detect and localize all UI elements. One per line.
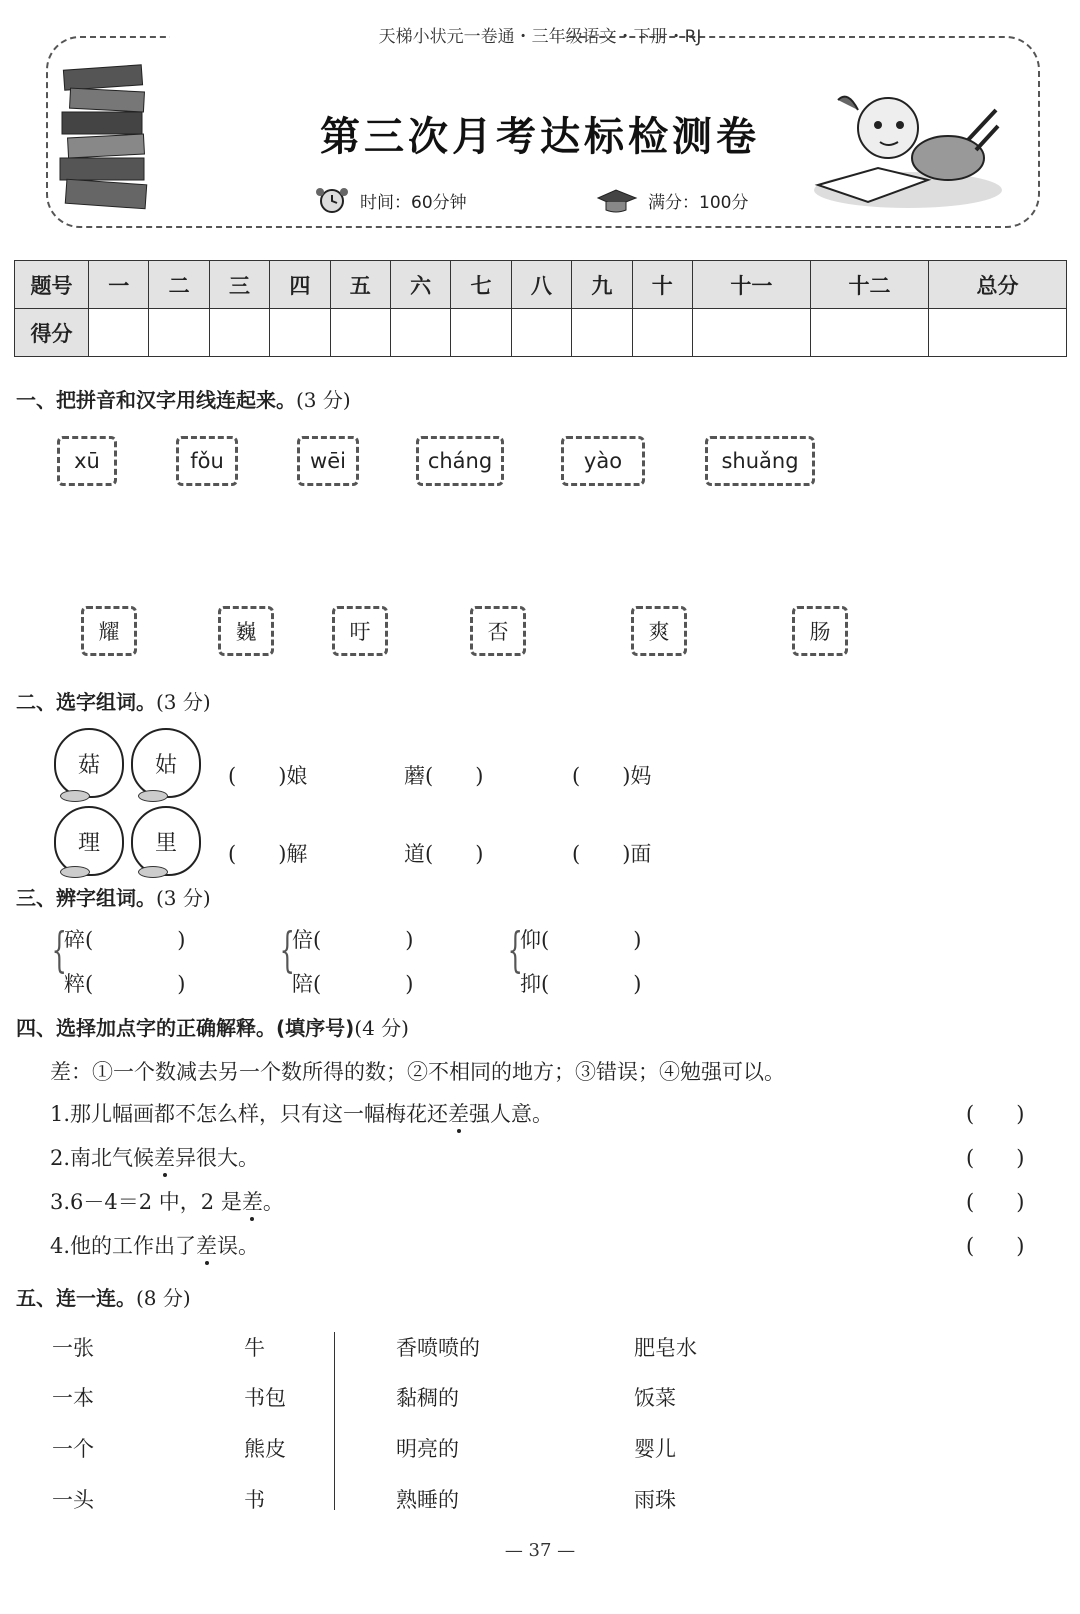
col-10: 十 bbox=[632, 261, 692, 309]
leaf-decoration bbox=[60, 866, 90, 878]
score-cell[interactable] bbox=[451, 309, 511, 357]
col-1: 一 bbox=[89, 261, 149, 309]
leaf-decoration bbox=[138, 790, 168, 802]
question-text: 强人意。 bbox=[469, 1102, 554, 1126]
section-1-heading bbox=[16, 384, 351, 413]
peach-char: 姑 bbox=[131, 728, 201, 798]
section-1-points: (3 分) bbox=[296, 388, 351, 412]
page-number: — 37 — bbox=[504, 1540, 576, 1561]
match-item[interactable]: 肥皂水 bbox=[634, 1336, 697, 1360]
peach-char: 菇 bbox=[54, 728, 124, 798]
question-1 bbox=[50, 1098, 553, 1128]
pinyin-box[interactable]: yào bbox=[561, 436, 645, 486]
time-limit: 时间：60分钟 bbox=[360, 192, 467, 213]
question-2 bbox=[50, 1142, 259, 1172]
char-pair-item[interactable]: 碎( ) bbox=[64, 928, 186, 952]
score-cell[interactable] bbox=[572, 309, 632, 357]
hanzi-box[interactable]: 否 bbox=[470, 606, 526, 656]
match-item[interactable]: 熊皮 bbox=[244, 1437, 286, 1461]
hanzi-box[interactable]: 爽 bbox=[631, 606, 687, 656]
score-table-score-row bbox=[15, 309, 1067, 357]
score-table bbox=[14, 260, 1067, 357]
question-text: 3.6－4＝2 中，2 是 bbox=[50, 1190, 242, 1214]
char-pair-item[interactable]: 倍( ) bbox=[292, 928, 414, 952]
section-5-heading bbox=[16, 1282, 191, 1311]
time-info bbox=[312, 186, 467, 214]
brace: { bbox=[51, 922, 67, 978]
answer-blank[interactable]: ( ) bbox=[966, 1102, 1025, 1126]
peach-char: 理 bbox=[54, 806, 124, 876]
col-6: 六 bbox=[390, 261, 450, 309]
question-text: 。 bbox=[262, 1190, 284, 1214]
question-3 bbox=[50, 1186, 284, 1216]
question-text: 4.他的工作出了 bbox=[50, 1234, 197, 1258]
score-cell[interactable] bbox=[692, 309, 810, 357]
section-2-title: 二、选字组词。 bbox=[16, 690, 156, 714]
question-text: 误。 bbox=[217, 1234, 260, 1258]
question-4 bbox=[50, 1230, 259, 1260]
match-item[interactable]: 香喷喷的 bbox=[396, 1336, 480, 1360]
pinyin-box[interactable]: wēi bbox=[297, 436, 359, 486]
col-7: 七 bbox=[451, 261, 511, 309]
section-3-points: (3 分) bbox=[156, 886, 211, 910]
alarm-clock-icon bbox=[312, 186, 352, 214]
leaf-decoration bbox=[138, 866, 168, 878]
row-label-header: 题号 bbox=[15, 261, 89, 309]
match-item[interactable]: 一头 bbox=[52, 1488, 94, 1512]
question-text: 2.南北气候 bbox=[50, 1146, 155, 1170]
char-pair-item[interactable]: 粹( ) bbox=[64, 972, 186, 996]
score-cell-total[interactable] bbox=[929, 309, 1067, 357]
char-pair-item[interactable]: 陪( ) bbox=[292, 972, 414, 996]
score-cell[interactable] bbox=[511, 309, 571, 357]
word-blank[interactable]: ( )解 bbox=[228, 842, 308, 866]
score-cell[interactable] bbox=[149, 309, 209, 357]
match-item[interactable]: 婴儿 bbox=[634, 1437, 676, 1461]
row-label-score: 得分 bbox=[15, 309, 89, 357]
col-5: 五 bbox=[330, 261, 390, 309]
section-5-points: (8 分) bbox=[136, 1286, 191, 1310]
hanzi-box[interactable]: 肠 bbox=[792, 606, 848, 656]
answer-blank[interactable]: ( ) bbox=[966, 1234, 1025, 1258]
col-2: 二 bbox=[149, 261, 209, 309]
score-cell[interactable] bbox=[330, 309, 390, 357]
pinyin-box[interactable]: fǒu bbox=[176, 436, 238, 486]
col-12: 十二 bbox=[810, 261, 928, 309]
section-4-title: 四、选择加点字的正确解释。(填序号) bbox=[16, 1016, 355, 1040]
dotted-char: 差 bbox=[196, 1234, 218, 1258]
match-item[interactable]: 一张 bbox=[52, 1336, 94, 1360]
col-8: 八 bbox=[511, 261, 571, 309]
char-pair-item[interactable]: 仰( ) bbox=[520, 928, 642, 952]
score-cell[interactable] bbox=[209, 309, 269, 357]
exam-title: 第三次月考达标检测卷 bbox=[320, 113, 760, 160]
dotted-char: 差 bbox=[241, 1190, 263, 1214]
match-item[interactable]: 明亮的 bbox=[396, 1437, 459, 1461]
section-2-points: (3 分) bbox=[156, 690, 211, 714]
word-blank[interactable]: ( )面 bbox=[572, 842, 652, 866]
score-cell[interactable] bbox=[390, 309, 450, 357]
col-11: 十一 bbox=[692, 261, 810, 309]
brace: { bbox=[507, 922, 523, 978]
hanzi-box[interactable]: 耀 bbox=[81, 606, 137, 656]
score-cell[interactable] bbox=[810, 309, 928, 357]
match-item[interactable]: 熟睡的 bbox=[396, 1488, 459, 1512]
dotted-char: 差 bbox=[448, 1102, 470, 1126]
section-4-heading bbox=[16, 1012, 409, 1041]
col-4: 四 bbox=[270, 261, 330, 309]
pinyin-box[interactable]: cháng bbox=[416, 436, 504, 486]
col-total: 总分 bbox=[929, 261, 1067, 309]
section-5-title: 五、连一连。 bbox=[16, 1286, 136, 1310]
match-item[interactable]: 书包 bbox=[244, 1386, 286, 1410]
match-item[interactable]: 黏稠的 bbox=[396, 1386, 459, 1410]
section-3-title: 三、辨字组词。 bbox=[16, 886, 156, 910]
word-blank[interactable]: 道( ) bbox=[404, 842, 484, 866]
match-item[interactable]: 一个 bbox=[52, 1437, 94, 1461]
score-cell[interactable] bbox=[270, 309, 330, 357]
pinyin-box[interactable]: shuǎng bbox=[705, 436, 815, 486]
hanzi-box[interactable]: 巍 bbox=[218, 606, 274, 656]
score-table-header-row bbox=[15, 261, 1067, 309]
peach-char: 里 bbox=[131, 806, 201, 876]
question-text: 异很大。 bbox=[175, 1146, 260, 1170]
word-blank[interactable]: 蘑( ) bbox=[404, 764, 484, 788]
full-score: 满分：100分 bbox=[648, 192, 749, 213]
char-pair-item[interactable]: 抑( ) bbox=[520, 972, 642, 996]
match-item[interactable]: 一本 bbox=[52, 1386, 94, 1410]
definition-line: 差：①一个数减去另一个数所得的数；②不相同的地方；③错误；④勉强可以。 bbox=[50, 1060, 785, 1084]
question-text: 1.那儿幅画都不怎么样，只有这一幅梅花还 bbox=[50, 1102, 449, 1126]
match-item[interactable]: 饭菜 bbox=[634, 1386, 676, 1410]
leaf-decoration bbox=[60, 790, 90, 802]
section-1-title: 一、把拼音和汉字用线连起来。 bbox=[16, 388, 296, 412]
col-3: 三 bbox=[209, 261, 269, 309]
pinyin-box[interactable]: xū bbox=[57, 436, 117, 486]
score-info bbox=[594, 186, 748, 214]
score-cell[interactable] bbox=[632, 309, 692, 357]
word-blank[interactable]: ( )娘 bbox=[228, 764, 308, 788]
section-3-heading bbox=[16, 882, 211, 911]
match-item[interactable]: 牛 bbox=[244, 1336, 265, 1360]
match-item[interactable]: 书 bbox=[244, 1488, 265, 1512]
dotted-char: 差 bbox=[154, 1146, 176, 1170]
section-2-heading bbox=[16, 686, 211, 715]
col-9: 九 bbox=[572, 261, 632, 309]
column-divider bbox=[334, 1332, 335, 1510]
word-blank[interactable]: ( )妈 bbox=[572, 764, 652, 788]
section-4-points: (4 分) bbox=[354, 1016, 409, 1040]
match-item[interactable]: 雨珠 bbox=[634, 1488, 676, 1512]
graduation-cap-icon bbox=[594, 186, 640, 214]
series-title: 天梯小状元一卷通・三年级语文・下册・RJ bbox=[378, 27, 702, 47]
brace: { bbox=[279, 922, 295, 978]
answer-blank[interactable]: ( ) bbox=[966, 1190, 1025, 1214]
answer-blank[interactable]: ( ) bbox=[966, 1146, 1025, 1170]
score-cell[interactable] bbox=[89, 309, 149, 357]
hanzi-box[interactable]: 吁 bbox=[332, 606, 388, 656]
